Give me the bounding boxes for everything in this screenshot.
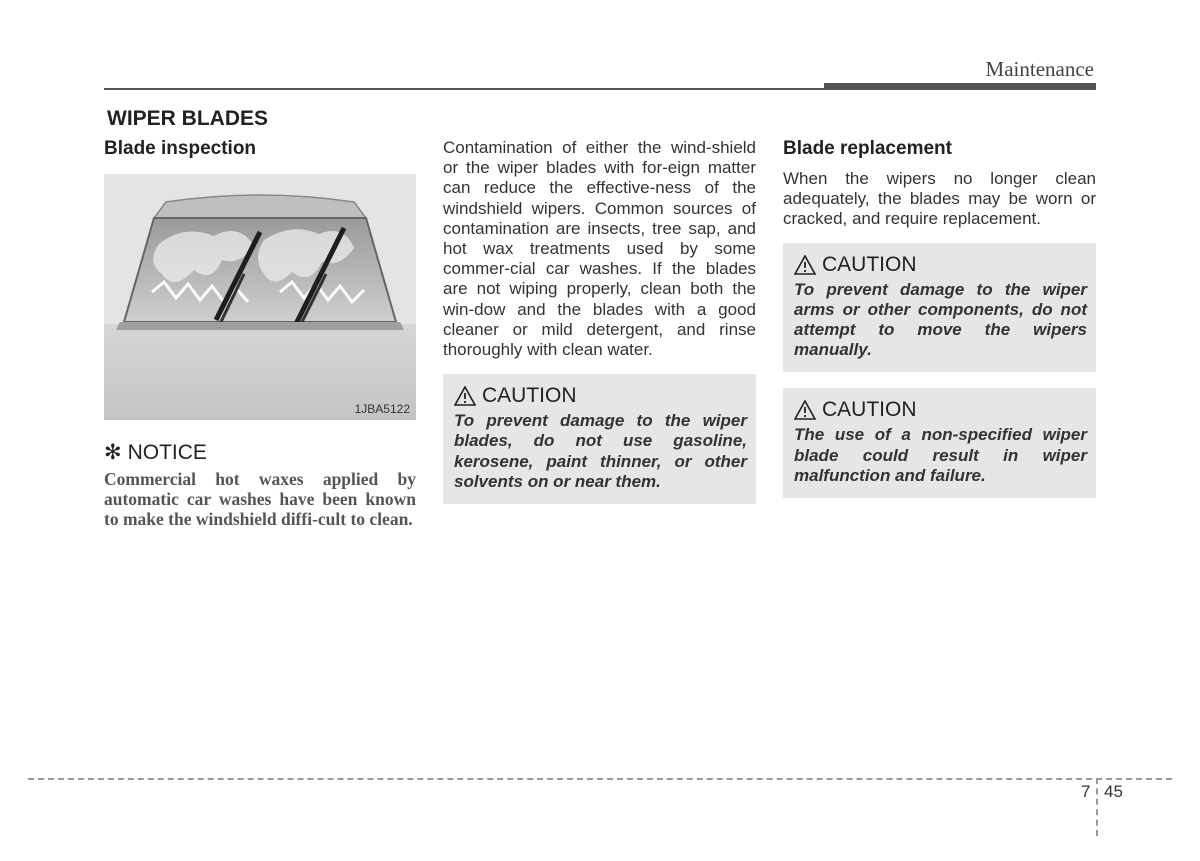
caution-heading xyxy=(794,253,1087,277)
footer-divider xyxy=(1096,778,1098,836)
warning-triangle-icon xyxy=(454,386,476,406)
warning-triangle-icon xyxy=(794,255,816,275)
caution-title: CAUTION xyxy=(822,398,917,422)
figure-code: 1JBA5122 xyxy=(354,402,410,416)
caution-box-solvents xyxy=(443,374,756,504)
notice-heading xyxy=(104,440,416,465)
chapter-number: 7 xyxy=(1081,782,1091,801)
windshield-illustration-svg xyxy=(104,174,416,420)
notice-title: NOTICE xyxy=(127,440,207,464)
caution-text: The use of a non-specified wiper blade could result in wiper malfunction and failure. xyxy=(794,425,1087,485)
caution-box-non-specified-blade xyxy=(783,388,1096,498)
windshield-wiper-illustration xyxy=(104,174,416,420)
notice-text: Commercial hot waxes applied by automatic car washes have been known to make the windshield diffi-cult to clean. xyxy=(104,469,416,530)
header-rule-accent xyxy=(824,83,1096,90)
caution-title: CAUTION xyxy=(822,252,917,276)
column-left xyxy=(104,138,416,530)
caution-box-wiper-arms xyxy=(783,243,1096,373)
star-icon: ✻ xyxy=(104,441,122,464)
column-middle xyxy=(443,138,756,504)
caution-text: To prevent damage to the wiper blades, do not use gasoline, kerosene, paint thinner, or other solvents on or near them. xyxy=(454,411,747,491)
caution-title: CAUTION xyxy=(482,384,577,408)
column-right xyxy=(783,138,1096,498)
page-number: 45 xyxy=(1104,782,1123,801)
blade-replacement-heading: Blade replacement xyxy=(783,138,952,159)
warning-triangle-icon xyxy=(794,400,816,420)
footer-rule xyxy=(28,778,1172,780)
caution-heading xyxy=(794,398,1087,422)
contamination-paragraph: Contamination of either the wind-shield or the wiper blades with for-eign matter can reduce the effective-ness of the windshield wipers. Common sources of contamination are insects, tree sap, and hot wax treatments used by some commer-cial car washes. If the blades are not wiping properly, clean both the win-dow and the blades with a good cleaner or mild detergent, and rinse thoroughly with clean water. xyxy=(443,138,756,360)
caution-heading xyxy=(454,384,747,408)
caution-text: To prevent damage to the wiper arms or other components, do not attempt to move the wipers manually. xyxy=(794,279,1087,360)
blade-inspection-heading: Blade inspection xyxy=(104,138,257,159)
replacement-paragraph: When the wipers no longer clean adequately, the blades may be worn or cracked, and require replacement. xyxy=(783,169,1096,229)
section-title: WIPER BLADES xyxy=(107,107,269,130)
page-header-title: Maintenance xyxy=(985,57,1094,81)
